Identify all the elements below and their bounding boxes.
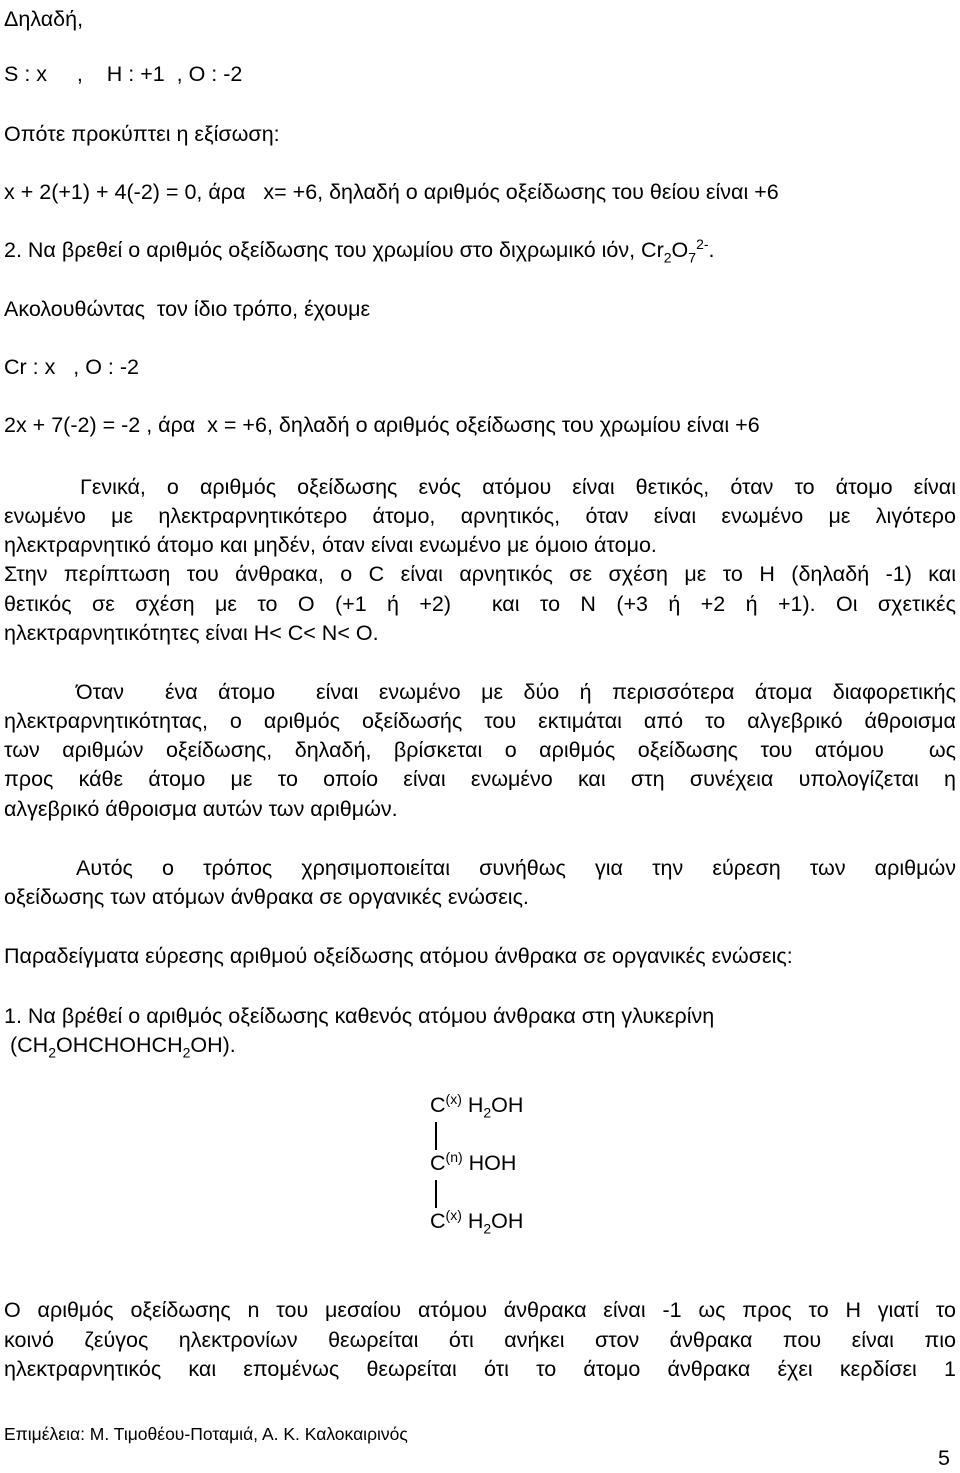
carbon-symbol: C: [430, 1209, 446, 1233]
paragraph-line: Αυτός ο τρόπος χρησιμοποιείται συνήθως για την εύρεση των αριθμών: [76, 856, 956, 880]
subscript: 2: [48, 1044, 56, 1061]
example-1: 1. Να βρέθεί ο αριθμός οξείδωσης καθενός ατόμου άνθρακα στη γλυκερίνη: [4, 1004, 715, 1028]
oxidation-label: (x): [445, 1206, 462, 1223]
formula-part: OHCHOHCH: [55, 1033, 183, 1057]
paragraph-line: ηλεκτραρνητικός και επομένως θεωρείται ότι το άτομο άνθρακα έχει κερδίσει 1: [4, 1357, 956, 1381]
paragraph-line: αλγεβρικό άθροισμα αυτών των αριθμών.: [4, 797, 398, 821]
line-5-text: 2. Να βρεθεί ο αριθμός οξείδωσης του χρωμίου στο διχρωμικό ιόν, Cr: [4, 238, 664, 262]
subscript: 2: [663, 249, 672, 266]
examples-heading: Παραδείγματα εύρεσης αριθμού οξείδωσης ατόμου άνθρακα σε οργανικές ενώσεις:: [4, 944, 793, 968]
carbon-symbol: C: [430, 1093, 446, 1117]
hydroxyl-part: HOH: [462, 1151, 517, 1175]
line-5: [4, 235, 715, 266]
glycerine-formula: [4, 1032, 236, 1061]
group-part: OH: [491, 1209, 524, 1233]
paragraph-line: Στην περίπτωση του άνθρακα, ο C είναι αρνητικός σε σχέση με το H (δηλαδή -1) και: [4, 562, 956, 586]
subscript: 2: [483, 1220, 492, 1237]
paragraph-line: Ο αριθμός οξείδωσης n του μεσαίου ατόμου άνθρακα είναι -1 ως προς το H γιατί το: [4, 1298, 956, 1322]
formula-part: (CH: [4, 1033, 49, 1057]
line-1: Δηλαδή,: [4, 7, 84, 31]
line-4: x + 2(+1) + 4(-2) = 0, άρα x= +6, δηλαδή ο αριθμός οξείδωσης του θείου είναι +6: [4, 180, 779, 204]
paragraph-line: ηλεκτραρνητικότητας, ο αριθμός οξείδωσής του εκτιμάται από το αλγεβρικό άθροισμα: [4, 709, 956, 733]
paragraph-line: ηλεκτραρνητικό άτομο και μηδέν, όταν είναι ενωμένο με όμοιο άτομο.: [4, 533, 657, 557]
paragraph-line: των αριθμών οξείδωσης, δηλαδή, βρίσκεται ο αριθμός οξείδωσης του ατόμου ως: [4, 738, 956, 762]
period: .: [708, 238, 715, 262]
carbon-symbol: C: [430, 1151, 446, 1175]
oxidation-label: (n): [445, 1148, 463, 1165]
line-3: Οπότε προκύπτει η εξίσωση:: [4, 122, 280, 146]
page-number: 5: [938, 1446, 950, 1470]
line-2: S : x , H : +1 , O : -2: [4, 62, 243, 86]
paragraph-line: Γενικά, ο αριθμός οξείδωσης ενός ατόμου είναι θετικός, όταν το άτομο είναι: [80, 475, 956, 499]
formula-part: OH).: [190, 1033, 236, 1057]
paragraph-line: θετικός σε σχέση με το O (+1 ή +2) και το N (+3 ή +2 ή +1). Οι σχετικές: [4, 592, 956, 616]
bond-line-2: [435, 1180, 437, 1208]
subscript: 7: [688, 249, 697, 266]
paragraph-line: οξείδωσης των ατόμων άνθρακα σε οργανικές ενώσεις.: [4, 885, 529, 909]
line-6: Ακολουθώντας τον ίδιο τρόπο, έχουμε: [4, 297, 371, 321]
structure-row-3: [430, 1206, 524, 1237]
paragraph-line: προς κάθε άτομο με το οποίο είναι ενωμένο και στη συνέχεια υπολογίζεται η: [4, 767, 956, 791]
oxygen-symbol: O: [671, 238, 689, 262]
bond-line-1: [435, 1122, 437, 1150]
paragraph-line: κοινό ζεύγος ηλεκτρονίων θεωρείται ότι ανήκει στον άνθρακα που είναι πιο: [4, 1328, 956, 1352]
hydrogen-part: H: [461, 1093, 484, 1117]
subscript: 2: [182, 1044, 191, 1061]
footer-credits: Επιμέλεια: Μ. Τιμοθέου-Ποταμιά, Α. Κ. Καλοκαιρινός: [4, 1424, 408, 1444]
group-part: OH: [491, 1093, 524, 1117]
line-8: 2x + 7(-2) = -2 , άρα x = +6, δηλαδή ο αριθμός οξείδωσης του χρωμίου είναι +6: [4, 413, 760, 437]
paragraph-line: ενωμένο με ηλεκτραρνητικότερο άτομο, αρνητικός, όταν είναι ενωμένο με λιγότερο: [4, 504, 956, 528]
hydrogen-part: H: [461, 1209, 484, 1233]
line-7: Cr : x , O : -2: [4, 355, 139, 379]
structure-row-1: [430, 1090, 524, 1121]
paragraph-line: Όταν ένα άτομο είναι ενωμένο με δύο ή περισσότερα άτομα διαφορετικής: [76, 680, 956, 704]
structure-row-2: [430, 1150, 516, 1176]
subscript: 2: [483, 1104, 492, 1121]
oxidation-label: (x): [445, 1090, 462, 1107]
paragraph-line: ηλεκτραρνητικότητες είναι H< C< N< O.: [4, 621, 379, 645]
charge-superscript: 2-: [696, 235, 709, 252]
